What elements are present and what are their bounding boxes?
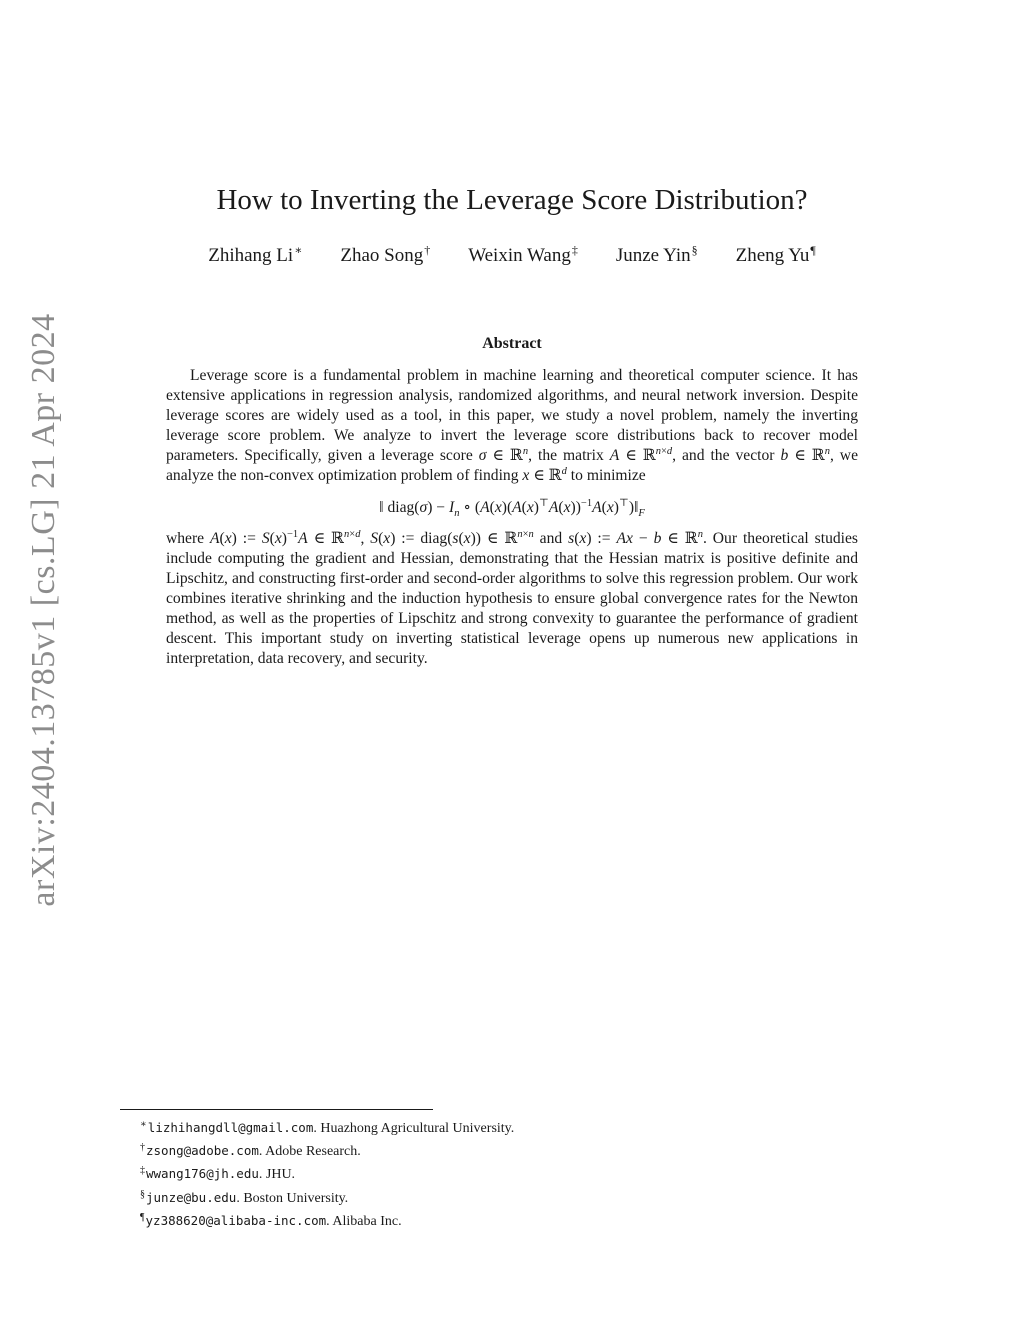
footnote-divider — [120, 1109, 433, 1110]
author-name: Junze Yin — [615, 245, 691, 266]
affiliation: . Adobe Research. — [258, 1144, 361, 1160]
author-name: Zhao Song — [340, 245, 424, 266]
abstract-text: Leverage score is a fundamental problem in machine learning and theoretical computer science. It has extensive applications in regression analysis, randomized algorithms, and neural network inversion. Despite leverage scores are widely used as a tool, in this paper, we study a novel problem, namely the inverting leverage score problem. We analyze to invert the leverage score distributions back to recover model parameters. Specifically, given a leverage score — [166, 367, 858, 465]
footnote-mark: ¶ — [140, 1211, 145, 1223]
author-yin — [616, 243, 698, 267]
email-link[interactable]: junze@bu.edu — [146, 1189, 237, 1205]
footnotes — [140, 1115, 514, 1231]
footnote-wang — [140, 1161, 514, 1184]
abstract-text: where — [166, 529, 205, 547]
footnote-yu — [140, 1208, 514, 1231]
abstract-paragraph-2: where A(x) := $S(x)^{-1}A$ ∈ ℝ$^{n\times d}$, S(x) := diag(s(x)) ∈ ℝ$^{n\times n}$ and s(x) := Ax − b ∈ ℝ$^n$. Our theoretical studies include computing the gradient and Hessian, demonstrating that the Hessian matrix is positive definite and Lipschitz, and constructing first-order and second-order algorithms to solve this regression problem. Our work combines iterative shrinking and the induction hypothesis to ensure global convergence rates for the Newton method, as well as the properties of Lipschitz and strong convexity to guarantee the performance of gradient descent. This important study on inverting statistical leverage opens up numerous new applications in interpretation, data recovery, and security. — [166, 528, 859, 668]
abstract-text: Our theoretical studies include computing the gradient and Hessian, demonstrating that the Hessian matrix is positive definite and Lipschitz, and constructing first-order and second-order algorithms to solve this regression problem. Our work combines iterative shrinking and the induction hypothesis to ensure global convergence rates for the Newton method, as well as the properties of Lipschitz and strong convexity to guarantee the performance of gradient descent. This important study on inverting statistical leverage opens up numerous new applications in interpretation, data recovery, and security. — [166, 529, 859, 668]
author-li — [208, 243, 302, 267]
author-name: Zheng Yu — [735, 245, 810, 266]
footnote-mark: ‡ — [140, 1165, 145, 1177]
objective-equation: ‖ diag(σ) − $I_n$ ∘ $(A(x)(A(x)^⊤A(x))^{-1}A(x)^⊤)‖_F$ — [379, 497, 645, 519]
abstract-text: , we analyze the non-convex optimization problem of finding — [166, 447, 858, 485]
footnote-mark: ∗ — [294, 243, 303, 257]
author-list — [0, 243, 1024, 267]
footnote-mark: † — [140, 1142, 145, 1154]
affiliation: . Huazhong Agricultural University. — [313, 1121, 515, 1136]
abstract-text: , the matrix — [528, 447, 604, 465]
email-link[interactable]: zsong@adobe.com — [146, 1143, 259, 1159]
affiliation: . Alibaba Inc. — [326, 1213, 402, 1229]
author-wang — [468, 243, 578, 267]
abstract-heading: Abstract — [482, 335, 542, 352]
author-name: Weixin Wang — [468, 245, 571, 266]
footnote-mark: † — [424, 243, 431, 257]
email-link[interactable]: wwang176@jh.edu — [146, 1166, 259, 1182]
footnote-mark: § — [140, 1188, 145, 1200]
author-song — [340, 243, 430, 267]
email-link[interactable]: yz388620@alibaba-inc.com — [145, 1212, 327, 1228]
author-yu — [736, 243, 816, 267]
abstract-body — [166, 366, 858, 669]
footnote-mark: § — [691, 243, 698, 257]
abstract-text: and — [539, 529, 563, 547]
affiliation: . Boston University. — [236, 1190, 349, 1206]
author-name: Zhihang Li — [208, 245, 294, 266]
affiliation: . JHU. — [258, 1167, 296, 1183]
footnote-mark: ∗ — [140, 1119, 147, 1130]
footnote-mark: ‡ — [571, 243, 578, 257]
abstract-paragraph-1: Leverage score is a fundamental problem in machine learning and theoretical computer science. It has extensive applications in regression analysis, randomized algorithms, and neural network inversion. Despite leverage scores are widely used as a tool, in this paper, we study a novel problem, namely the inverting leverage score problem. We analyze to invert the leverage score distributions back to recover model parameters. Specifically, given a leverage score σ ∈ ℝ$^n$, the matrix A ∈ ℝ$^{n\times d}$, and the vector b ∈ ℝ$^n$, we analyze the non-convex optimization problem of finding x ∈ ℝ$^d$ to minimize — [166, 367, 858, 485]
abstract-text: , and the vector — [672, 447, 775, 465]
abstract-text: to minimize — [570, 467, 646, 485]
paper-title: How to Inverting the Leverage Score Distribution? — [216, 184, 808, 216]
footnote-song — [140, 1138, 514, 1161]
arxiv-identifier-stamp: arXiv:2404.13785v1 [cs.LG] 21 Apr 2024 — [25, 313, 62, 907]
footnote-mark: ¶ — [810, 243, 816, 257]
footnote-li — [140, 1115, 514, 1138]
footnote-yin — [140, 1185, 514, 1208]
email-link[interactable]: lizhihangdll@gmail.com — [147, 1120, 314, 1135]
